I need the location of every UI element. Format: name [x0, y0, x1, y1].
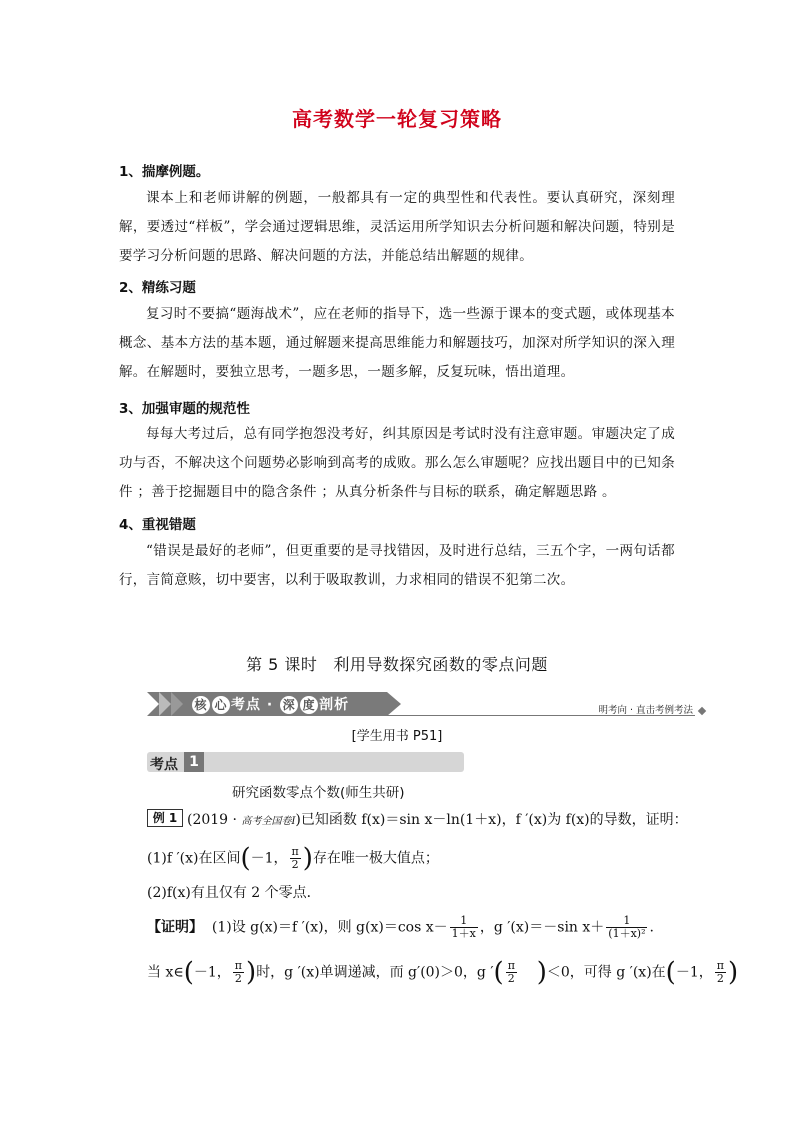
proof-line-1: 【证明】 (1)设 g(x)＝f ′(x)，则 g(x)＝cos x－ $\frac{1}{1+x}$ ，g ′(x)＝－sin x＋ $\frac{1}{\text{(1＋x)²}}$ .: [147, 914, 654, 940]
banner-title: 核 心 考点 · 深 度 剖析: [191, 694, 349, 714]
section-4-heading: 4、重视错题: [119, 517, 196, 533]
section-3-paragraph: 每每大考过后，总有同学抱怨没考好，纠其原因是考试时没有注意审题。审题决定了成功与否，不解决这个问题势必影响到高考的成败。那么怎么审题呢？应找出题目中的已知条件 ；善于挖掘题目中的隐含条件 ；从真分析条件与目标的联系，确定解题思路 。: [119, 426, 675, 500]
section-2-heading: 2、精练习题: [119, 280, 196, 296]
example-part-2: (2)f(x)有且仅有 2 个零点．: [147, 885, 321, 901]
chapter-lesson: 第 5 课时: [246, 655, 318, 674]
kaodian-number: 1: [184, 752, 204, 772]
section-2-paragraph: 复习时不要搞“题海战术”，应在老师的指导下，选一些源于课本的变式题，或体现基本概念、基本方法的基本题，通过解题来提高思维能力和解题技巧，加深对所学知识的深入理解。在解题时，要独立思考，一题多思，一题多解，反复玩味，悟出道理。: [119, 306, 675, 380]
diamond-icon: [698, 707, 706, 715]
section-1-paragraph: 课本上和老师讲解的例题，一般都具有一定的典型性和代表性。要认真研究，深刻理解，要透过“样板”，学会通过逻辑思维，灵活运用所学知识去分析问题和解决问题，特别是要学习分析问题的思路、解决问题的方法，并能总结出解题的规律。: [119, 190, 675, 264]
example-tag: 例 1: [147, 809, 183, 827]
section-4-paragraph: “错误是最好的老师”，但更重要的是寻找错因，及时进行总结，三五个字，一两句话都行，言简意赅，切中要害，以利于吸取教训，力求相同的错误不犯第二次。: [119, 543, 675, 588]
proof-line-2: 当 x∈(－1， $\frac{\pi}{2}$ )时，g ′(x)单调递减，而 g′(0)＞0，g ′( $\frac{\pi}{2}$ )＜0，可得 g ′(x)在(－1， $\frac{\pi}{2}$ ): [147, 957, 739, 988]
chapter-topic: 利用导数探究函数的零点问题: [333, 655, 548, 674]
example-part-1: (1)f ′(x)在区间(－1， $\frac{\pi}{2}$ )存在唯一极大值点；: [147, 843, 439, 874]
example-statement: (2019 · 高考全国卷Ⅰ)已知函数 f(x)＝sin x－ln(1＋x)，f ′(x)为 f(x)的导数，证明：: [187, 812, 688, 828]
chapter-title: [0, 652, 794, 675]
banner-subtitle: 明考向 · 直击考例考法: [598, 705, 693, 716]
section-banner: [147, 690, 707, 718]
section-1-heading: 1、揣摩例题。: [119, 164, 210, 180]
kaodian-label: 考点: [150, 757, 178, 773]
section-3-heading: 3、加强审题的规范性: [119, 401, 250, 417]
book-reference: [学生用书 P51]: [351, 729, 443, 744]
page-title: 高考数学一轮复习策略: [292, 107, 502, 131]
kaodian-subtitle: 研究函数零点个数(师生共研): [232, 785, 405, 801]
